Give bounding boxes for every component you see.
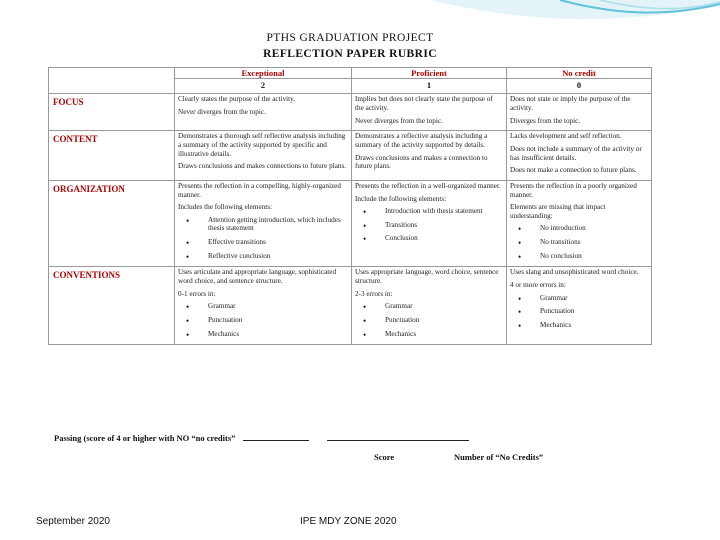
list-item: • Conclusion <box>385 234 503 243</box>
cell-text: Include the following elements: <box>355 194 447 203</box>
level-proficient: Proficient <box>352 68 507 79</box>
cell-text: Uses appropriate language, word choice, sentence structure. <box>355 268 499 285</box>
list-item: • Punctuation <box>208 316 348 325</box>
criterion-focus: FOCUS <box>49 94 175 131</box>
page-subtitle: REFLECTION PAPER RUBRIC <box>263 48 437 60</box>
table-row <box>49 94 652 131</box>
list-item: • Grammar <box>208 302 348 311</box>
list-item: • Effective transitions <box>208 238 348 247</box>
level-exceptional: Exceptional <box>175 68 352 79</box>
cell-content-no-credit <box>507 131 652 181</box>
list-item: • Mechanics <box>540 321 648 330</box>
cell-text: Uses slang and unsophisticated word choice. <box>510 268 639 277</box>
cell-text: Presents the reflection in a well-organized manner. <box>355 181 501 190</box>
footer-date: September 2020 <box>36 516 110 527</box>
cell-text: Presents the reflection in a poorly organized manner. <box>510 181 637 199</box>
cell-text: Does not state or imply the purpose of the activity. <box>510 95 631 113</box>
page-title: PTHS GRADUATION PROJECT <box>266 32 434 44</box>
list-item: • Punctuation <box>385 316 503 325</box>
cell-text: Demonstrates a reflective analysis including a summary of the activity supported by details. <box>355 132 488 149</box>
list-item: • Reflective conclusion <box>208 252 348 261</box>
element-list <box>355 302 503 338</box>
cell-conventions-exceptional <box>175 267 352 345</box>
list-item: • No conclusion <box>540 252 648 261</box>
cell-text: Includes the following elements: <box>178 203 273 212</box>
cell-text: Draws conclusions and makes connections to future plans. <box>178 162 347 171</box>
cell-focus-exceptional <box>175 94 352 131</box>
list-item: • Mechanics <box>208 330 348 339</box>
cell-text: Implies but does not clearly state the purpose of the activity. <box>355 95 493 113</box>
cell-organization-proficient <box>352 180 507 266</box>
cell-text: Demonstrates a thorough self reflective analysis including a summary of the activity supported by specific and illustrative details. <box>178 132 346 158</box>
nocredits-label: Number of “No Credits” <box>454 452 544 462</box>
corner-cell <box>49 68 175 94</box>
passing-text: Passing (score of 4 or higher with NO “no credits” <box>54 433 236 443</box>
element-list <box>510 224 648 260</box>
cell-text: Diverges from the topic. <box>510 116 581 125</box>
score-blank-line <box>243 439 309 441</box>
element-list <box>178 302 348 338</box>
criterion-conventions: CONVENTIONS <box>49 267 175 345</box>
cell-text: Clearly states the purpose of the activity. <box>178 95 296 104</box>
cell-focus-no-credit <box>507 94 652 131</box>
element-list <box>355 207 503 243</box>
footer-center: IPE MDY ZONE 2020 <box>300 516 397 527</box>
list-item: • Grammar <box>385 302 503 311</box>
cell-text: Elements are missing that impact understanding: <box>510 203 606 220</box>
level-no-credit: No credit <box>507 68 652 79</box>
cell-text: 4 or more errors in: <box>510 280 566 289</box>
rubric-table <box>48 67 652 345</box>
cell-content-exceptional <box>175 131 352 181</box>
points-proficient: 1 <box>352 79 507 94</box>
nocredits-blank-line <box>327 439 469 441</box>
passing-line <box>54 433 469 443</box>
rubric-header-row <box>49 68 652 79</box>
list-item: • Attention getting introduction, which includes thesis statement <box>208 216 348 233</box>
list-item: • No transitions <box>540 238 648 247</box>
cell-text: Presents the reflection in a compelling, highly-organized manner. <box>178 181 341 199</box>
table-row <box>49 267 652 345</box>
list-item: • Punctuation <box>540 307 648 316</box>
list-item: • Mechanics <box>385 330 503 339</box>
cell-conventions-proficient <box>352 267 507 345</box>
list-item: • Transitions <box>385 221 503 230</box>
cell-text: Draws conclusions and makes a connection to future plans. <box>355 153 488 171</box>
cell-text: Does not include a summary of the activity or has insufficient details. <box>510 144 642 162</box>
cell-text: Never diverges from the topic. <box>178 108 266 117</box>
cell-text: 2-3 errors in: <box>355 289 393 298</box>
criterion-organization: ORGANIZATION <box>49 180 175 266</box>
list-item: • Grammar <box>540 294 648 303</box>
cell-focus-proficient <box>352 94 507 131</box>
cell-conventions-no-credit <box>507 267 652 345</box>
element-list <box>178 216 348 261</box>
points-no-credit: 0 <box>507 79 652 94</box>
score-label: Score <box>374 452 395 462</box>
cell-text: Does not make a connection to future plans. <box>510 166 637 175</box>
cell-text: Uses articulate and appropriate language, sophisticated word choice, and sentence structure. <box>178 268 337 285</box>
cell-organization-exceptional <box>175 180 352 266</box>
list-item: • Introduction with thesis statement <box>385 207 503 216</box>
list-item: • No introduction <box>540 224 648 233</box>
table-row <box>49 180 652 266</box>
cell-text: Never diverges from the topic. <box>355 116 443 125</box>
cell-text: 0-1 errors in: <box>178 289 216 298</box>
element-list <box>510 294 648 330</box>
cell-organization-no-credit <box>507 180 652 266</box>
cell-content-proficient <box>352 131 507 181</box>
cell-text: Lacks development and self reflection. <box>510 132 622 141</box>
table-row <box>49 131 652 181</box>
criterion-content: CONTENT <box>49 131 175 181</box>
points-exceptional: 2 <box>175 79 352 94</box>
